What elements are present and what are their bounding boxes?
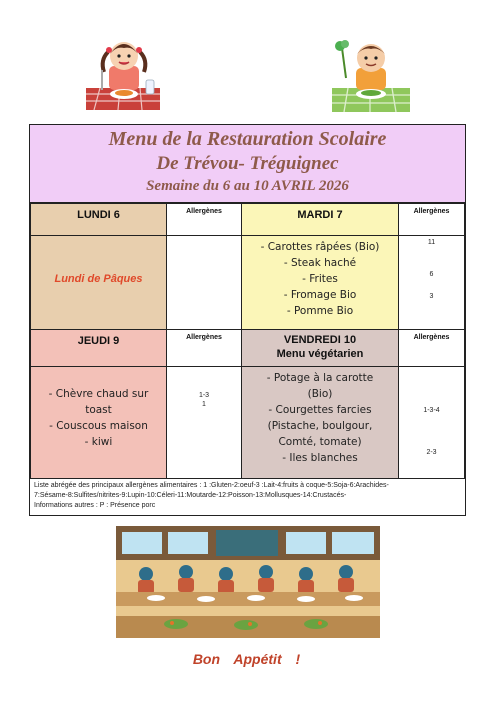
- dish: - Courgettes farcies: [268, 404, 372, 416]
- vegetarian-label: Menu végétarien: [276, 348, 364, 360]
- day-header-lundi: LUNDI 6: [30, 203, 167, 236]
- dish: - Frites: [302, 273, 338, 285]
- allergens-header-vendredi: Allergènes: [398, 329, 465, 367]
- girl-eating-illustration: [80, 36, 166, 112]
- jeudi-allergens: [166, 366, 242, 479]
- dish: - Potage à la carotte: [266, 372, 374, 384]
- menu-title-block: [30, 125, 465, 203]
- allergen-code: 11: [427, 239, 436, 246]
- cafeteria-photo: [116, 526, 380, 638]
- dish: - Fromage Bio: [283, 289, 357, 301]
- legend-line: 7:Sésame-8:Sulfites/nitrites-9:Lupin-10:Céleri-11:Moutarde-12:Poisson-13:Mollusques-14:Crustacés-: [34, 492, 347, 499]
- allergens-header-lundi: Allergènes: [166, 203, 242, 236]
- day-header-mardi: MARDI 7: [241, 203, 399, 236]
- allergen-legend: [30, 478, 465, 515]
- jeudi-content: [30, 366, 167, 479]
- dish: - Chèvre chaud sur: [48, 388, 149, 400]
- day-header-jeudi: JEUDI 9: [30, 329, 167, 367]
- menu-title: Menu de la Restauration Scolaire: [108, 128, 387, 150]
- lundi-allergens: [166, 235, 242, 330]
- day-header-vendredi-block: [241, 329, 399, 367]
- allergen-code: 1-3: [198, 392, 210, 399]
- allergen-code: 1-3-4: [423, 407, 440, 414]
- dish: - Couscous maison: [49, 420, 148, 432]
- allergen-code: 2-3: [426, 449, 437, 456]
- vendredi-allergens: [398, 366, 465, 479]
- boy-eating-illustration: [326, 38, 414, 114]
- vendredi-content: [241, 366, 399, 479]
- dish: - Steak haché: [283, 257, 357, 269]
- dish: toast: [85, 404, 112, 416]
- lundi-content: [30, 235, 167, 330]
- mardi-allergens: [398, 235, 465, 330]
- allergens-header-jeudi: Allergènes: [166, 329, 242, 367]
- dish: - Iles blanches: [282, 452, 358, 464]
- day-header-vendredi: VENDREDI 10: [283, 334, 357, 346]
- legend-line: Informations autres : P : Présence porc: [34, 502, 156, 509]
- allergen-code: 1: [202, 401, 206, 408]
- dish: - Pomme Bio: [286, 305, 354, 317]
- holiday-label: Lundi de Pâques: [54, 273, 143, 285]
- mardi-content: [241, 235, 399, 330]
- week-dates: Semaine du 6 au 10 AVRIL 2026: [146, 178, 349, 194]
- allergens-header-mardi: Allergènes: [398, 203, 465, 236]
- legend-line: Liste abrégée des principaux allergènes alimentaires : 1 :Gluten-2:oeuf-3 :Lait-4:fruits à coque-5:Soja-6:Arachides-: [34, 482, 389, 489]
- dish: (Bio): [307, 388, 333, 400]
- allergen-code: 6: [429, 271, 434, 278]
- bon-appetit-footer: Bon Appétit !: [192, 651, 301, 667]
- town-name: De Trévou- Tréguignec: [156, 153, 339, 174]
- menu-table: [29, 124, 466, 516]
- dish: - Carottes râpées (Bio): [260, 241, 380, 253]
- allergen-code: 3: [429, 293, 434, 300]
- dish: (Pistache, boulgour,: [267, 420, 373, 432]
- dish: Comté, tomate): [278, 436, 362, 448]
- dish: - kiwi: [84, 436, 113, 448]
